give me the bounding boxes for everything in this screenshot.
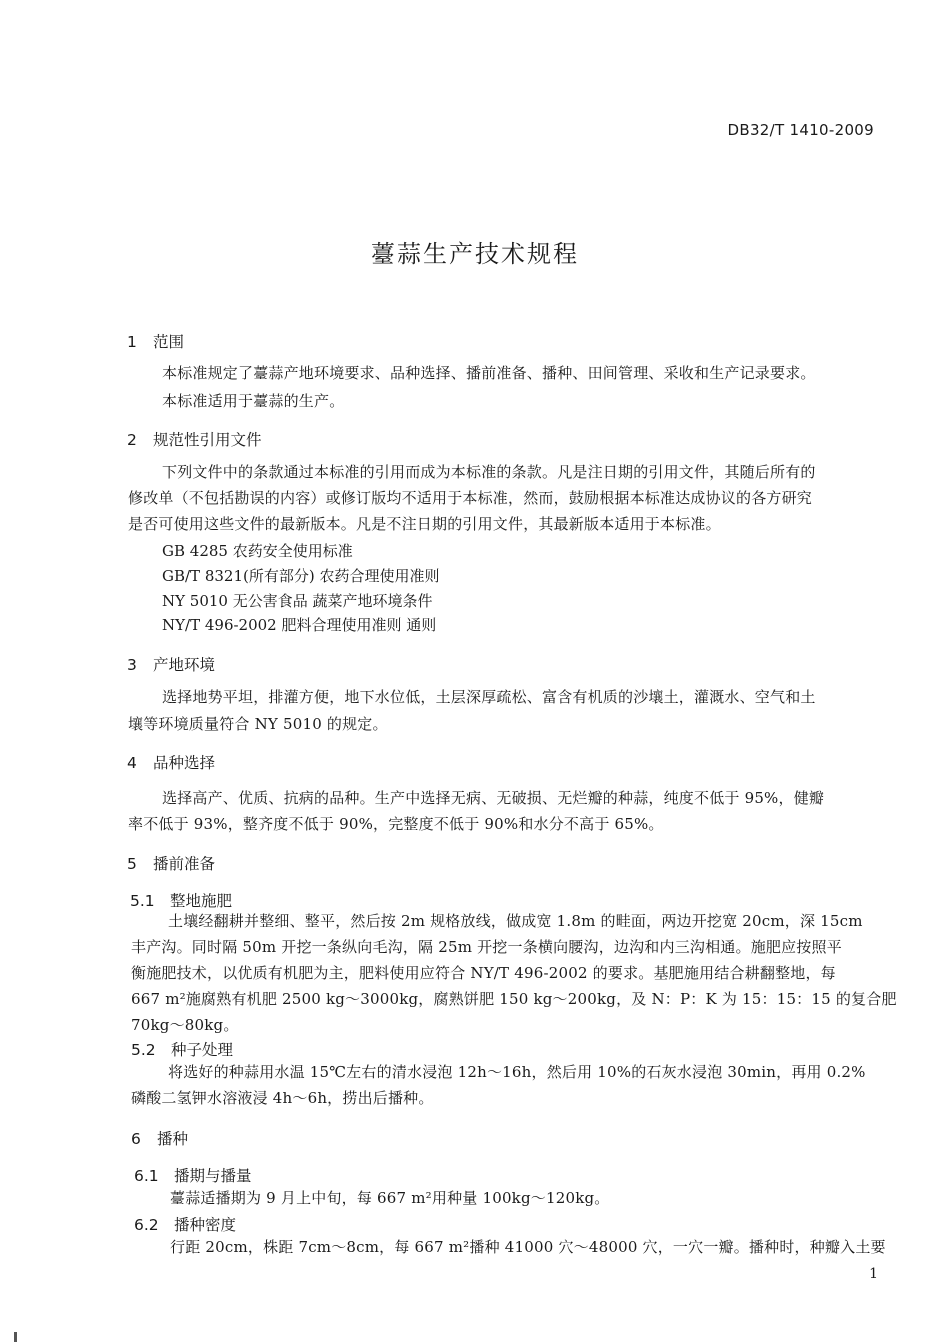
paragraph-line: 667 m²施腐熟有机肥 2500 kg～3000kg，腐熟饼肥 150 kg～200kg，及 N：P：K 为 15：15：15 的复合肥 [131,990,897,1008]
reference-item: GB 4285 农药安全使用标准 [162,542,353,560]
paragraph-line: 壤等环境质量符合 NY 5010 的规定。 [128,715,388,733]
section-heading [127,852,215,874]
section-title: 播种 [157,1130,189,1148]
paragraph-line: 将选好的种蒜用水温 15℃左右的清水浸泡 12h～16h，然后用 10%的石灰水浸泡 30min，再用 0.2% [168,1063,866,1081]
section-heading [127,751,215,773]
section-heading [127,653,215,675]
section-heading [127,428,262,450]
section-number: 3 [127,656,137,674]
section-number: 6 [131,1130,141,1148]
section-number: 4 [127,754,137,772]
paragraph-line: 土壤经翻耕并整细、整平，然后按 2m 规格放线，做成宽 1.8m 的畦面，两边开挖宽 20cm，深 15cm [168,912,863,930]
section-title: 规范性引用文件 [153,431,262,449]
paragraph-line: 丰产沟。同时隔 50m 开挖一条纵向毛沟，隔 25m 开挖一条横向腰沟，边沟和内三沟相通。施肥应按照平 [131,938,842,956]
paragraph-line: 本标准规定了薹蒜产地环境要求、品种选择、播前准备、播种、田间管理、采收和生产记录要求。 [162,364,816,382]
subsection-title: 整地施肥 [170,892,233,910]
section-title: 范围 [153,333,185,351]
section-heading [131,1127,188,1149]
paragraph-line: 薹蒜适播期为 9 月上中旬，每 667 m²用种量 100kg～120kg。 [170,1189,610,1207]
section-number: 2 [127,431,137,449]
paragraph-line: 率不低于 93%，整齐度不低于 90%，完整度不低于 90%和水分不高于 65%。 [128,815,664,833]
section-title: 品种选择 [153,754,216,772]
section-number: 1 [127,333,137,351]
scan-mark [14,1332,17,1342]
section-number: 5 [127,855,137,873]
subsection-heading [131,1038,233,1060]
page-number: 1 [869,1266,878,1282]
paragraph-line: 衡施肥技术，以优质有机肥为主，肥料使用应符合 NY/T 496-2002 的要求。基肥施用结合耕翻整地，每 [131,964,836,982]
subsection-title: 播种密度 [174,1216,237,1234]
paragraph-line: 是否可使用这些文件的最新版本。凡是不注日期的引用文件，其最新版本适用于本标准。 [128,515,721,533]
subsection-heading [134,1213,236,1235]
paragraph-line: 下列文件中的条款通过本标准的引用而成为本标准的条款。凡是注日期的引用文件，其随后所有的 [162,463,816,481]
reference-item: GB/T 8321(所有部分) 农药合理使用准则 [162,567,440,585]
document-number: DB32/T 1410-2009 [727,121,874,139]
section-title: 播前准备 [153,855,216,873]
reference-item: NY/T 496-2002 肥料合理使用准则 通则 [162,616,437,634]
subsection-number: 6.1 [134,1167,159,1185]
subsection-heading [130,889,232,911]
subsection-number: 6.2 [134,1216,159,1234]
subsection-title: 种子处理 [171,1041,234,1059]
section-title: 产地环境 [153,656,216,674]
subsection-number: 5.1 [130,892,155,910]
paragraph-line: 本标准适用于薹蒜的生产。 [162,392,345,410]
paragraph-line: 修改单（不包括勘误的内容）或修订版均不适用于本标准，然而，鼓励根据本标准达成协议的各方研究 [128,489,813,507]
paragraph-line: 行距 20cm，株距 7cm～8cm，每 667 m²播种 41000 穴～48000 穴，一穴一瓣。播种时，种瓣入土要 [170,1238,886,1256]
subsection-heading [134,1164,252,1186]
reference-item: NY 5010 无公害食品 蔬菜产地环境条件 [162,592,433,610]
subsection-title: 播期与播量 [174,1167,252,1185]
paragraph-line: 选择高产、优质、抗病的品种。生产中选择无病、无破损、无烂瓣的种蒜，纯度不低于 95%，健瓣 [162,789,825,807]
paragraph-line: 70kg～80kg。 [131,1016,239,1034]
subsection-number: 5.2 [131,1041,156,1059]
paragraph-line: 选择地势平坦，排灌方便，地下水位低，土层深厚疏松、富含有机质的沙壤土，灌溉水、空气和土 [162,688,816,706]
paragraph-line: 磷酸二氢钾水溶液浸 4h～6h，捞出后播种。 [131,1089,434,1107]
section-heading [127,330,184,352]
page-title: 薹蒜生产技术规程 [371,240,579,268]
